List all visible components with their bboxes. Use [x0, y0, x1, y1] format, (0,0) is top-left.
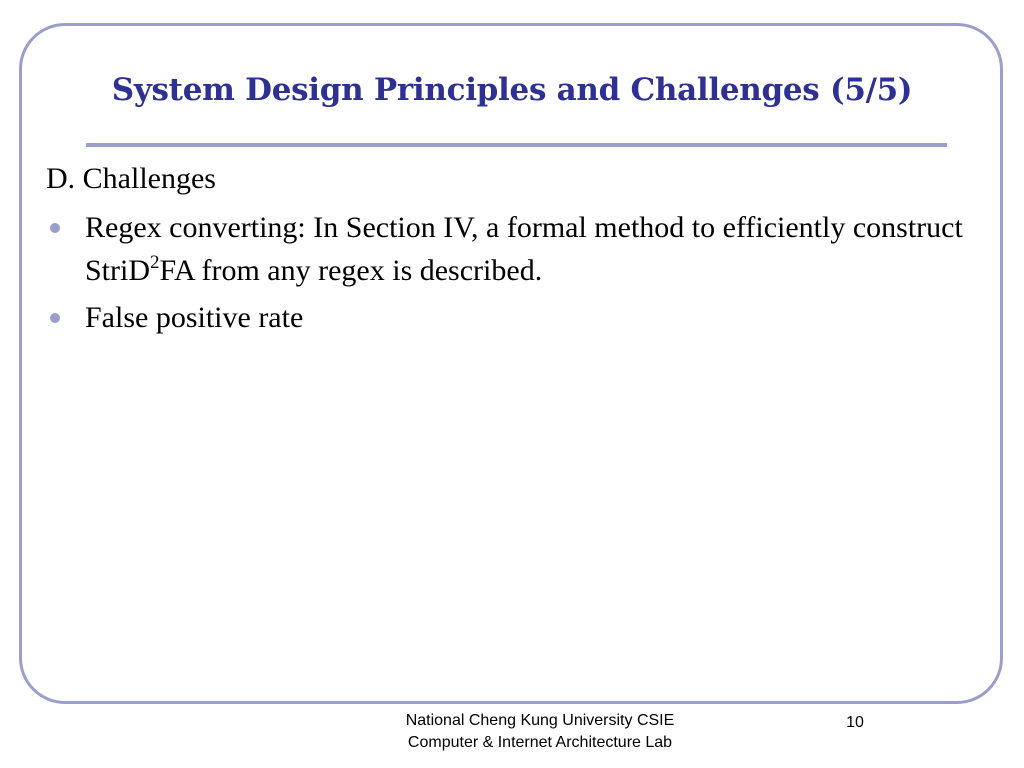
- footer-line: National Cheng Kung University CSIE: [405, 712, 675, 729]
- bullet-item: [46, 296, 976, 339]
- footer: [340, 710, 740, 754]
- bullet-superscript: 2: [150, 252, 160, 273]
- bullet-text: [85, 206, 976, 292]
- bullet-dot-icon: [46, 206, 85, 292]
- title-divider: [86, 143, 947, 147]
- bullet-text: False positive rate: [85, 301, 304, 334]
- bullet-text-part: FA from any regex is described.: [159, 254, 543, 287]
- bullet-item: [46, 206, 976, 292]
- footer-line: Computer & Internet Architecture Lab: [407, 734, 673, 751]
- slide-frame: [19, 23, 1003, 704]
- section-heading: D. Challenges: [46, 162, 216, 195]
- slide-title: System Design Principles and Challenges (5/5): [111, 72, 913, 108]
- bullet-text-part: Regex converting: In Section IV, a formal method to efficiently construct StriD: [85, 211, 963, 287]
- page-number: 10: [846, 714, 864, 731]
- bullet-dot-icon: [46, 296, 85, 339]
